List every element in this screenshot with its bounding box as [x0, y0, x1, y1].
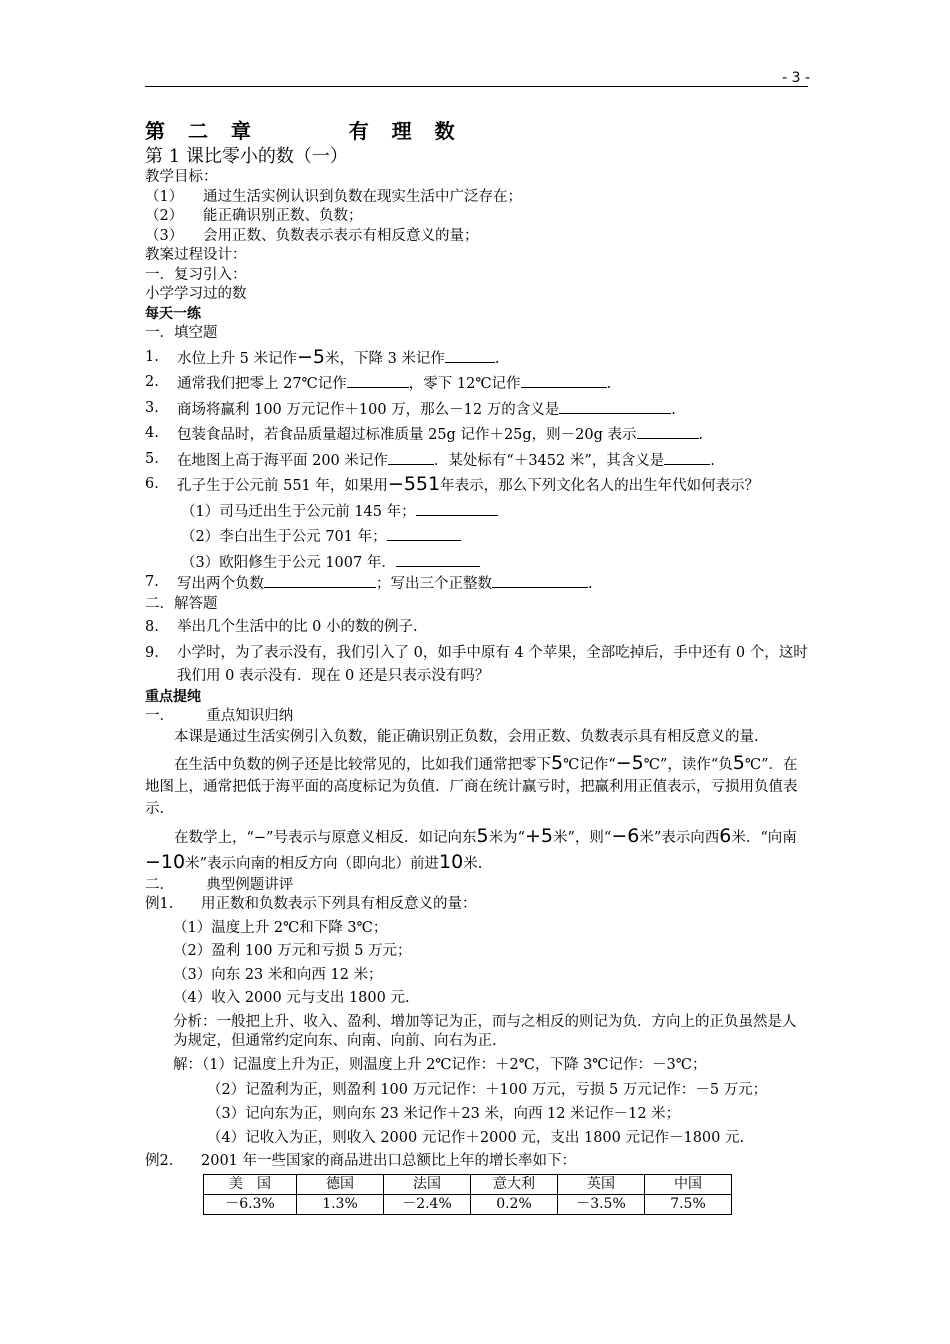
- example-item: （2）盈利 100 万元和亏损 5 万元；: [173, 943, 412, 959]
- paragraph-text: ℃”，读作“负: [643, 756, 733, 773]
- question-5: [145, 450, 808, 472]
- question-text: 水位上升 5 米记作: [177, 350, 297, 367]
- example-analysis: 分析：一般把上升、收入、盈利、增加等记为正，而与之相反的则记为负．方向上的正负虽然是人为规定，但通常约定向东、向南、向前、向右为正.: [173, 1013, 797, 1049]
- question-text: ；写出三个正整数: [376, 576, 492, 592]
- example-intro: 2001 年一些国家的商品进出口总额比上年的增长率如下：: [201, 1153, 577, 1169]
- answer-blank[interactable]: [388, 450, 434, 465]
- key-paragraph-3: [145, 824, 808, 876]
- question-8: [145, 618, 808, 638]
- answer-blank[interactable]: [492, 573, 588, 588]
- review-heading: 一．复习引入：: [145, 266, 247, 283]
- question-number: 5.: [145, 450, 159, 467]
- question-number: 7.: [145, 574, 159, 590]
- goal-number: （3）: [145, 227, 184, 244]
- question-text: 年表示，那么下列文化名人的出生年代如何表示？: [440, 478, 760, 494]
- question-text: .: [494, 350, 500, 367]
- math-value: 5: [551, 751, 564, 774]
- key-knowledge-heading: 一． 重点知识归纳: [145, 708, 294, 724]
- question-2: [145, 373, 808, 395]
- math-value: −5: [615, 751, 644, 774]
- example-1: [145, 895, 808, 915]
- question-text: .: [698, 427, 704, 443]
- table-header-cell: 美 国: [204, 1174, 297, 1194]
- answer-section-heading: 二．解答题: [145, 595, 218, 612]
- question-text: 通常我们把零上 27℃记作: [177, 376, 347, 392]
- math-value: −6: [611, 824, 640, 847]
- paragraph-text: ℃记作“: [563, 756, 616, 773]
- paragraph-text: 米”表示向南的相反方向（即向北）前进: [185, 855, 440, 872]
- paragraph-text: 米”，则“: [553, 829, 612, 846]
- question-9: [145, 642, 808, 688]
- question-text: 小学时，为了表示没有，我们引入了 0，如手中原有 4 个苹果，全部吃掉后，手中还有 0 个，这时我们用 0 表示没有．现在 0 还是只表示没有吗？: [177, 644, 808, 684]
- goal-number: （2）: [145, 208, 184, 224]
- question-text: 包装食品时，若食品质量超过标准质量 25g 记作＋25g，则－20g 表示: [177, 427, 637, 443]
- table-header-cell: 法国: [384, 1174, 471, 1194]
- paragraph-text: 米为“: [488, 829, 525, 846]
- example-intro: 用正数和负数表示下列具有相反意义的量：: [201, 896, 477, 912]
- question-text: .: [671, 401, 676, 418]
- answer-blank[interactable]: [347, 373, 409, 388]
- math-value: +5: [525, 824, 554, 847]
- answer-blank[interactable]: [445, 348, 495, 363]
- example-item: （1）温度上升 2℃和下降 3℃；: [173, 919, 388, 936]
- example-label: 例2.: [145, 1153, 174, 1169]
- sub-question-text: （1）司马迁出生于公元前 145 年；: [181, 503, 416, 520]
- table-header-cell: 中国: [645, 1174, 732, 1194]
- example-2: [145, 1152, 808, 1172]
- sub-question: [145, 526, 808, 548]
- question-text: 孔子生于公元前 551 年，如果用: [177, 478, 388, 494]
- question-number: 9.: [145, 644, 159, 661]
- paragraph-text: ℃”．在地图上，通常把低于海平面的高度标记为负值．厂商在统计赢亏时，把赢利用正值表示，亏损用负值表示.: [145, 756, 798, 817]
- question-number: 1.: [145, 348, 159, 365]
- question-number: 3.: [145, 399, 159, 416]
- header-rule: [145, 86, 808, 87]
- question-text: .: [710, 452, 715, 469]
- math-value: 5: [732, 751, 745, 774]
- table-header-cell: 德国: [297, 1174, 384, 1194]
- design-heading: 教案过程设计：: [145, 247, 247, 263]
- table-cell: －2.4%: [384, 1194, 471, 1214]
- question-number: 2.: [145, 374, 159, 390]
- math-value: −551: [387, 473, 441, 495]
- sub-question: [145, 501, 808, 523]
- answer-blank[interactable]: [559, 399, 671, 414]
- question-text: ，零下 12℃记作: [408, 376, 521, 392]
- question-text: 米，下降 3 米记作: [324, 350, 445, 367]
- question-6: [145, 475, 808, 497]
- goal-item: [145, 207, 808, 227]
- paragraph-text: 米”表示向西: [639, 829, 720, 846]
- goal-item: [145, 188, 808, 208]
- answer-blank[interactable]: [416, 501, 498, 516]
- math-value: −5: [296, 345, 325, 368]
- document-body: [145, 116, 808, 1215]
- goals-heading: 教学目标：: [145, 169, 218, 185]
- math-value: 5: [476, 824, 489, 847]
- lesson-title: 第 1 课比零小的数（一）: [145, 146, 348, 167]
- page-number: - 3 -: [782, 70, 810, 86]
- question-text: 商场将赢利 100 万元记作＋100 万，那么－12 万的含义是: [177, 401, 560, 418]
- math-value: 6: [719, 824, 732, 847]
- table-row: [204, 1194, 732, 1214]
- paragraph-text: 在数学上，“−”号表示与原意义相反．如记向东: [174, 829, 477, 846]
- question-4: [145, 424, 808, 446]
- math-value: 10: [439, 850, 464, 873]
- sub-question-text: （3）欧阳修生于公元 1007 年．: [181, 554, 396, 571]
- table-cell: 0.2%: [471, 1194, 558, 1214]
- question-text: 在地图上高于海平面 200 米记作: [177, 452, 388, 469]
- table-cell: －6.3%: [204, 1194, 297, 1214]
- key-paragraph-2: [145, 752, 808, 820]
- sub-question: [145, 552, 808, 574]
- question-text: ．某处标有“＋3452 米”，其含义是: [433, 452, 665, 469]
- answer-blank[interactable]: [264, 573, 376, 588]
- example-item: （4）收入 2000 元与支出 1800 元.: [173, 990, 410, 1006]
- answer-blank[interactable]: [396, 552, 480, 567]
- table-header-row: [204, 1174, 732, 1194]
- question-3: [145, 399, 808, 421]
- answer-blank[interactable]: [637, 424, 699, 439]
- table-header-cell: 英国: [558, 1174, 645, 1194]
- growth-rate-table: [203, 1174, 732, 1215]
- table-header-cell: 意大利: [471, 1174, 558, 1194]
- key-paragraph-1: 本课是通过生活实例引入负数，能正确识别正负数，会用正数、负数表示具有相反意义的量.: [174, 728, 759, 745]
- solution-line: （2）记盈利为正，则盈利 100 万元记作：＋100 万元，亏损 5 万元记作：－5 万元；: [207, 1082, 768, 1098]
- goal-text: 通过生活实例认识到负数在现实生活中广泛存在；: [203, 188, 522, 205]
- table-cell: 1.3%: [297, 1194, 384, 1214]
- question-1: [145, 345, 808, 370]
- question-number: 8.: [145, 619, 159, 635]
- goal-text: 能正确识别正数、负数；: [203, 208, 363, 224]
- goal-item: [145, 227, 808, 247]
- example-label: 例1.: [145, 896, 174, 912]
- question-7: [145, 573, 808, 595]
- question-text: .: [606, 376, 612, 392]
- solution-line: 解：（1）记温度上升为正，则温度上升 2℃记作：＋2℃，下降 3℃记作：－3℃；: [173, 1056, 707, 1073]
- review-text: 小学学习过的数: [145, 286, 247, 302]
- question-text: .: [588, 576, 593, 592]
- paragraph-text: 米.: [463, 855, 483, 872]
- daily-practice-heading: 每天一练: [145, 305, 201, 322]
- example-item: （3）向东 23 米和向西 12 米；: [173, 966, 383, 983]
- question-number: 6.: [145, 476, 159, 492]
- answer-blank[interactable]: [664, 450, 710, 465]
- question-text: 举出几个生活中的比 0 小的数的例子.: [177, 619, 418, 635]
- goal-number: （1）: [145, 188, 184, 205]
- question-text: 写出两个负数: [177, 576, 264, 592]
- typical-examples-heading: 二． 典型例题讲评: [145, 876, 294, 893]
- goal-text: 会用正数、负数表示表示有相反意义的量；: [203, 227, 479, 244]
- solution-line: （3）记向东为正，则向东 23 米记作＋23 米，向西 12 米记作－12 米；: [207, 1106, 681, 1122]
- math-value: −10: [145, 850, 186, 873]
- question-number: 4.: [145, 425, 159, 441]
- table-cell: 7.5%: [645, 1194, 732, 1214]
- paragraph-text: 米．“向南: [731, 829, 797, 846]
- fill-in-heading: 一．填空题: [145, 325, 218, 341]
- solution-line: （4）记收入为正，则收入 2000 元记作＋2000 元，支出 1800 元记作－1800 元.: [207, 1129, 745, 1146]
- answer-blank[interactable]: [387, 526, 461, 541]
- key-points-heading: 重点提纯: [145, 688, 201, 705]
- sub-question-text: （2）李白出生于公元 701 年；: [181, 529, 387, 545]
- table-cell: －3.5%: [558, 1194, 645, 1214]
- paragraph-text: 在生活中负数的例子还是比较常见的，比如我们通常把零下: [174, 756, 551, 773]
- answer-blank[interactable]: [521, 373, 607, 388]
- chapter-title: 第 二 章 有 理 数: [145, 119, 463, 143]
